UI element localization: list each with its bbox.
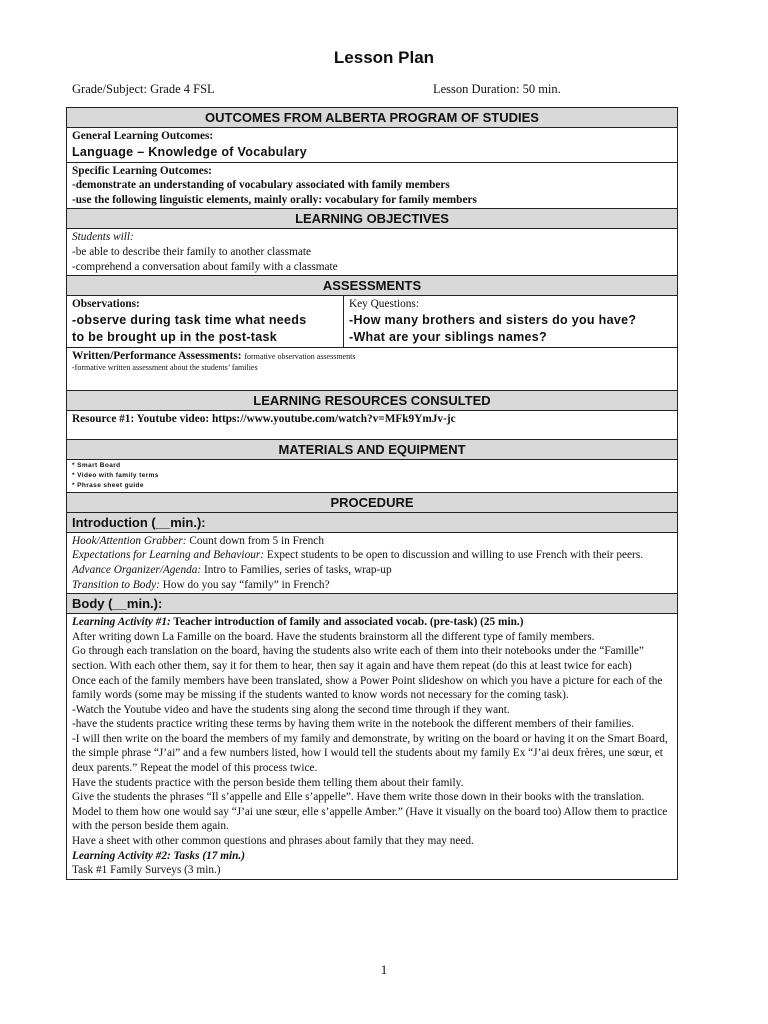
activity2-label: Learning Activity #2: Tasks (17 min.) [72,849,246,862]
activity1-value: Teacher introduction of family and associated vocab. (pre-task) (25 min.) [170,616,524,629]
written-assessments-label: Written/Performance Assessments: [72,349,242,362]
observations-label: Observations: [72,298,140,311]
hook-label: Hook/Attention Grabber: [72,534,187,547]
objective-item: -comprehend a conversation about family with a classmate [72,260,338,273]
resources-header: LEARNING RESOURCES CONSULTED [67,390,677,410]
introduction-header: Introduction (__min.): [67,512,677,532]
body-header: Body (__min.): [67,593,677,613]
key-questions-cell [344,296,677,347]
written-assessments-cell [67,347,677,380]
specific-outcome-item: -use the following linguistic elements, mainly orally: vocabulary for family members [72,193,477,206]
specific-outcomes-label: Specific Learning Outcomes: [72,164,212,177]
resource-1: Resource #1: Youtube video: https://www.youtube.com/watch?v=MFk9YmJv-jc [67,410,677,439]
general-outcomes-cell [67,127,677,162]
observations-item: to be brought up in the post-task [72,329,278,344]
general-outcomes-label: General Learning Outcomes: [72,130,214,142]
expectations-value: Expect students to be open to discussion and willing to use French with their peers. [264,549,644,562]
specific-outcome-item: -demonstrate an understanding of vocabulary associated with family members [72,179,450,192]
transition-label: Transition to Body: [72,578,160,591]
materials-header: MATERIALS AND EQUIPMENT [67,439,677,459]
materials-cell [67,459,677,492]
expectations-label: Expectations for Learning and Behaviour: [72,549,265,562]
assessments-header: ASSESSMENTS [67,275,677,295]
assessments-row [67,295,677,347]
page-title: Lesson Plan [333,48,435,67]
key-questions-label: Key Questions: [349,298,419,311]
objectives-intro: Students will: [72,231,134,244]
general-outcomes-value: Language – Knowledge of Vocabulary [72,144,308,159]
grade-subject: Grade/Subject: Grade 4 FSL [72,82,215,96]
body-paragraph: Have a sheet with other common questions and phrases about family that they may need. [72,835,474,848]
observations-item: -observe during task time what needs [72,312,307,327]
key-question-item: -What are your siblings names? [349,329,547,344]
objective-item: -be able to describe their family to another classmate [72,245,312,258]
advance-organizer-label: Advance Organizer/Agenda: [72,563,202,576]
lesson-duration: Lesson Duration: 50 min. [433,82,561,96]
body-paragraph: -I will then write on the board the members of my family and demonstrate, by writing on the board or having it on the Smart Board, the simple phrase “J’ai” and a few numbers listed, how I would tell the students about my family Ex “J’ai deux frères, une sœur, et deux parents.” Repeat the model of this process twice. [72,732,668,775]
body-cell [67,613,677,879]
written-assessments-value: formative observation assessments [244,351,356,361]
specific-outcomes-cell [67,162,677,209]
activity1-label: Learning Activity #1: [72,616,171,629]
body-paragraph: -Watch the Youtube video and have the students sing along the second time through if they want. [72,703,510,716]
objectives-header: LEARNING OBJECTIVES [67,208,677,228]
body-paragraph: Give the students the phrases “Il s’appelle and Elle s’appelle”. Have them write those down in their books with the translation. [72,791,645,804]
page-number: 1 [380,962,388,977]
introduction-cell [67,532,677,593]
key-question-item: -How many brothers and sisters do you have? [349,312,637,327]
body-paragraph: Model to them how one would say “J’ai une sœur, elle s’appelle Amber.” (Have it visually on the board too) Allow them to practice with the person beside them again. [72,805,668,833]
body-paragraph: After writing down La Famille on the board. Have the students brainstorm all the different type of family members. [72,630,595,643]
hook-value: Count down from 5 in French [186,534,324,547]
written-assessments-item: -formative written assessment about the students’ families [72,363,258,373]
material-item: * Smart Board [72,461,121,469]
material-item: * Video with family terms [72,471,159,479]
material-item: * Phrase sheet guide [72,481,144,489]
body-paragraph: Have the students practice with the person beside them telling them about their family. [72,776,464,789]
observations-cell [67,296,344,347]
transition-value: How do you say “family” in French? [159,578,330,591]
lesson-plan-table [66,107,678,880]
advance-organizer-value: Intro to Families, series of tasks, wrap-up [201,563,392,576]
objectives-cell [67,228,677,275]
body-paragraph: Go through each translation on the board, having the students also write each of them into their notebooks under the “Famille” section. With each other them, say it for them to hear, then say it again and have them repeat (do this at least twice for each) [72,645,644,672]
outcomes-header: OUTCOMES FROM ALBERTA PROGRAM OF STUDIES [67,108,677,127]
procedure-header: PROCEDURE [67,492,677,512]
body-paragraph: -have the students practice writing these terms by having them write in the notebook the different members of their families. [72,718,634,731]
body-paragraph: Once each of the family members have been translated, show a Power Point slideshow on which you have a picture for each of the family words (some may be missing if the students wanted to know words not necessary for the coming task). [72,674,663,702]
task-1: Task #1 Family Surveys (3 min.) [72,864,221,877]
